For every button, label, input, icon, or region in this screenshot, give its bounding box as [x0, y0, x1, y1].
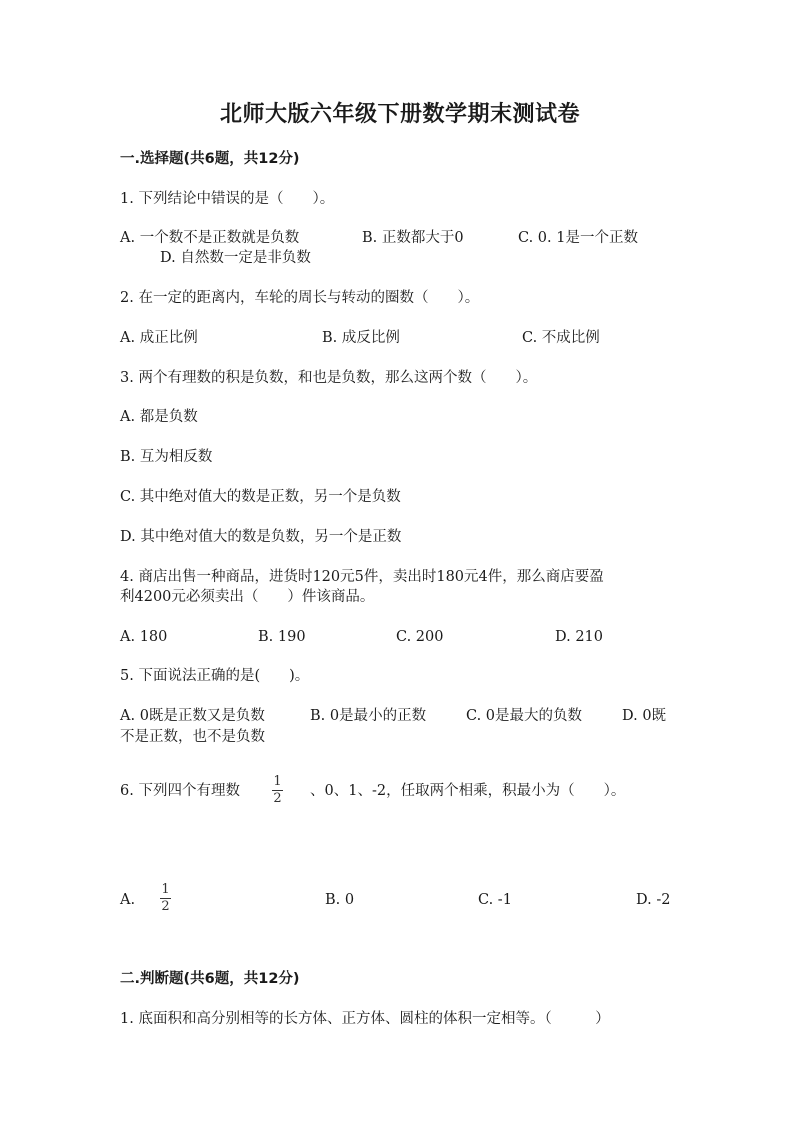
q2-stem: 2. 在一定的距离内，车轮的周长与转动的圈数（ ）。: [120, 290, 480, 306]
q1-option-b: B. 正数都大于0: [362, 230, 464, 246]
q4-stem-line1: 4. 商店出售一种商品，进货时120元5件，卖出时180元4件，那么商店要盈: [120, 569, 604, 585]
q6-option-a: A.: [120, 892, 136, 908]
q6-option-d: D. -2: [636, 892, 671, 908]
q5-option-d: D. 0既: [622, 708, 667, 724]
q1-option-a: A. 一个数不是正数就是负数: [120, 230, 300, 246]
q3-option-b: B. 互为相反数: [120, 449, 213, 465]
q6-option-b: B. 0: [325, 892, 355, 908]
q3-option-d: D. 其中绝对值大的数是负数，另一个是正数: [120, 529, 402, 545]
q1-stem: 1. 下列结论中错误的是（ ）。: [120, 191, 335, 207]
q5-option-c: C. 0是最大的负数: [466, 708, 583, 724]
q6-option-a-denominator: 2: [161, 899, 170, 914]
s2-q1-stem: 1. 底面积和高分别相等的长方体、正方体、圆柱的体积一定相等。（ ）: [120, 1011, 610, 1027]
q6-option-a-numerator: 1: [161, 882, 170, 897]
q4-option-b: B. 190: [258, 629, 306, 645]
q1-option-d: D. 自然数一定是非负数: [160, 250, 311, 266]
section1-heading: 一.选择题(共6题，共12分): [120, 151, 300, 167]
q2-option-b: B. 成反比例: [322, 330, 400, 346]
q3-option-a: A. 都是负数: [120, 409, 198, 425]
page-title: 北师大版六年级下册数学期末测试卷: [219, 102, 580, 127]
q6-option-a-fraction: [160, 883, 171, 914]
q6-fraction-denominator: 2: [273, 791, 282, 806]
q3-option-c: C. 其中绝对值大的数是正数，另一个是负数: [120, 489, 401, 505]
q2-option-c: C. 不成比例: [522, 330, 600, 346]
q5-option-b: B. 0是最小的正数: [310, 708, 427, 724]
q5-option-d-cont: 不是正数，也不是负数: [120, 729, 265, 745]
q4-option-d: D. 210: [555, 629, 604, 645]
q4-option-a: A. 180: [120, 629, 168, 645]
q3-stem: 3. 两个有理数的积是负数，和也是负数，那么这两个数（ ）。: [120, 370, 538, 386]
q6-fraction: [272, 775, 283, 806]
q5-option-a: A. 0既是正数又是负数: [120, 708, 265, 724]
q6-stem-end: 、0、1、-2，任取两个相乘，积最小为（ ）。: [310, 783, 626, 799]
q6-fraction-numerator: 1: [273, 774, 282, 789]
q2-option-a: A. 成正比例: [120, 330, 198, 346]
q6-option-c: C. -1: [478, 892, 512, 908]
q5-stem: 5. 下面说法正确的是( )。: [120, 668, 310, 684]
q1-option-c: C. 0. 1是一个正数: [518, 230, 638, 246]
q4-stem-line2: 利4200元必须卖出（ ）件该商品。: [120, 589, 375, 605]
section2-heading: 二.判断题(共6题，共12分): [120, 971, 300, 987]
q4-option-c: C. 200: [396, 629, 444, 645]
q6-stem-start: 6. 下列四个有理数: [120, 783, 240, 799]
